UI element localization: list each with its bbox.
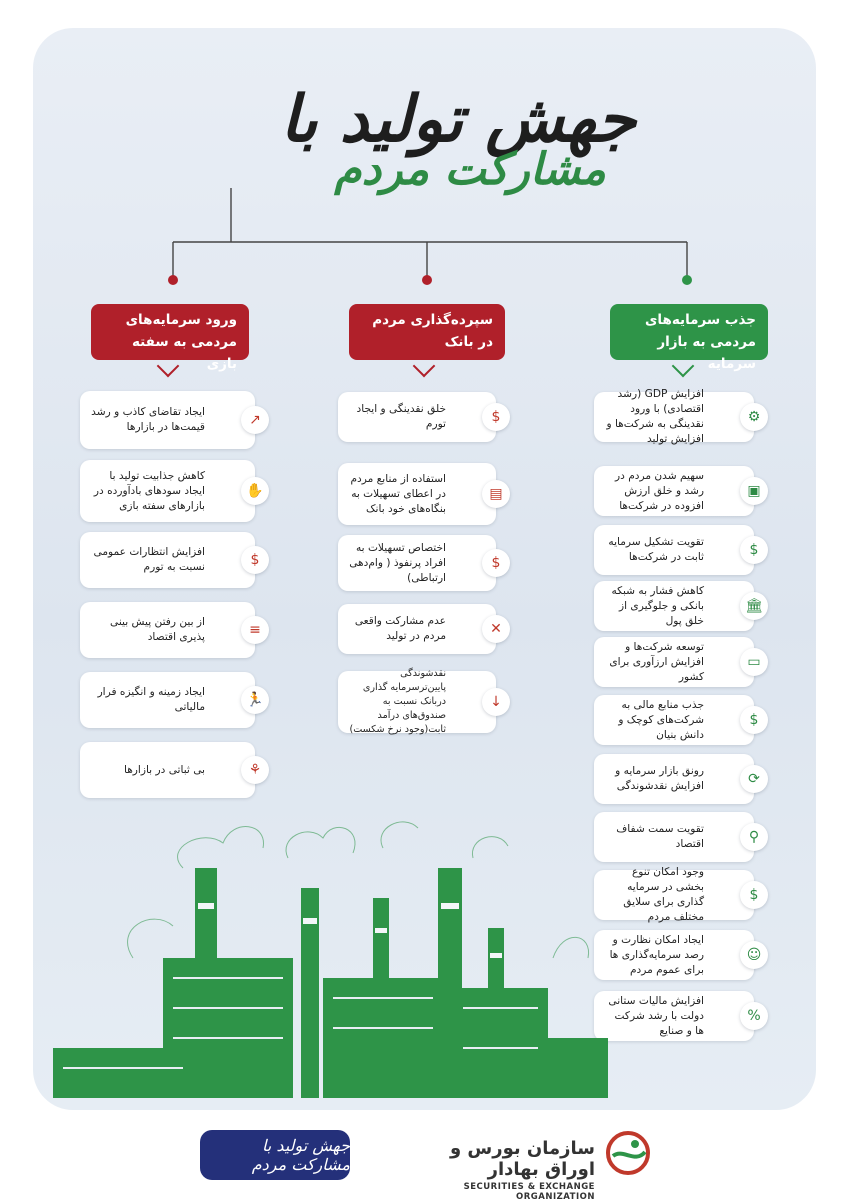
title-block [33, 62, 816, 212]
tax-percent-icon: % [740, 1002, 768, 1030]
item-text: توسعه شرکت‌ها و افزایش ارزآوری برای کشور [609, 640, 704, 683]
factory-illustration [33, 808, 816, 1110]
node-dot-middle [422, 275, 432, 285]
title-line-1: جهش تولید با [280, 82, 636, 157]
price-up-icon: ↗ [241, 406, 269, 434]
handshake-icon: ✋ [241, 477, 269, 505]
hand-coin-icon: $ [740, 706, 768, 734]
item-text: ایجاد امکان نظارت و رصد سرمایه‌گذاری ها برای عموم مردم [609, 933, 704, 976]
item-text: خلق نقدینگی و ایجاد تورم [356, 403, 446, 430]
cross-circle-icon: ✕ [482, 615, 510, 643]
node-dot-left [168, 275, 178, 285]
list-item [338, 392, 501, 442]
bank-icon: 🏛 [740, 592, 768, 620]
item-text: افزایش GDP (رشد اقتصادی) با ورود نقدینگی به شرکت‌ها و افزایش تولید [606, 388, 704, 445]
list-item [338, 463, 503, 525]
item-text: استفاده از منابع مردم در اعطای تسهیلات به بنگاه‌های خود بانک [350, 472, 446, 515]
item-text: ایجاد زمینه و انگیزه فرار مالیاتی [97, 686, 205, 713]
item-text: کاهش فشار به شبکه بانکی و جلوگیری از خلق پول [611, 584, 704, 627]
inflation-bag-icon: $ [241, 546, 269, 574]
header-capital-market: جذب سرمایه‌های مردمی به بازار سرمایه [610, 304, 768, 360]
list-item [80, 391, 261, 449]
factory-coins-icon: ⚙ [740, 403, 768, 431]
list-item [594, 695, 759, 745]
conveyor-icon: ▣ [740, 477, 768, 505]
list-item [594, 525, 759, 575]
item-text: افزایش مالیات ستانی دولت با رشد شرکت ها و صنایع [608, 994, 704, 1037]
item-text: اختصاص تسهیلات به افراد پرنفوذ ( وام‌دهی ارتباطی) [349, 541, 446, 584]
item-text: از بین رفتن پیش بینی پذیری اقتصاد [109, 616, 205, 643]
list-item [80, 742, 262, 798]
running-man-icon: 🏃 [241, 686, 269, 714]
list-item [80, 532, 260, 588]
item-text: وجود امکان تنوع بخشی در سرمایه گذاری برای سلایق مختلف مردم [623, 866, 704, 923]
org-name-en: SECURITIES & EXCHANGE ORGANIZATION [463, 1182, 595, 1202]
list-item [80, 460, 264, 522]
money-bag-icon: $ [740, 536, 768, 564]
item-text: ایجاد تقاضای کاذب و رشد قیمت‌ها در بازارها [91, 406, 205, 433]
list-item [594, 637, 761, 687]
list-item [80, 602, 261, 658]
header-speculation: ورود سرمایه‌های مردمی به سفته بازی [91, 304, 249, 360]
person-money-icon: $ [482, 549, 510, 577]
magnifier-icon: ⚲ [740, 823, 768, 851]
node-dot-right [682, 275, 692, 285]
list-item [338, 668, 502, 735]
card-hand-icon: ▤ [482, 480, 510, 508]
list-item [594, 466, 761, 516]
list-item [338, 535, 501, 591]
list-item [338, 604, 502, 654]
people-icon: ☺ [740, 941, 768, 969]
item-text: تقویت سمت شفاف اقتصاد [616, 823, 704, 850]
dollar-bag-icon: $ [740, 881, 768, 909]
list-item [594, 388, 761, 445]
item-text: افزایش انتظارات عمومی نسبت به تورم [93, 546, 205, 573]
money-down-icon: ↓ [482, 688, 510, 716]
item-text: تقویت تشکیل سرمایه ثابت در شرکت‌ها [608, 536, 704, 563]
list-item [594, 754, 760, 804]
unstable-coin-icon: ⚘ [241, 756, 269, 784]
title-line-2: مشارکت مردم [334, 144, 606, 195]
cash-cycle-icon: ⟳ [740, 765, 768, 793]
campaign-logo: جهش تولید با مشارکت مردم [200, 1130, 350, 1180]
org-name-fa: سازمان بورس و اوراق بهادار [449, 1138, 595, 1180]
header-bank-deposit: سپرده‌گذاری مردم در بانک [349, 304, 505, 360]
list-item [594, 581, 763, 631]
organization-name [395, 1138, 595, 1202]
hand-money-icon: $ [482, 403, 510, 431]
item-text: نقدشوندگی پایین‌ترسرمایه گذاری دربانک نسبت به صندوق‌های درآمد ثابت(وجود نرخ شکست) [349, 668, 446, 735]
item-text: عدم مشارکت واقعی مردم در تولید [354, 615, 446, 642]
list-item [80, 672, 264, 728]
item-text: بی ثباتی در بازارها [123, 763, 205, 776]
coins-stack-icon: ≡ [241, 616, 269, 644]
item-text: سهیم شدن مردم در رشد و خلق ارزش افزوده در شرکت‌ها [615, 469, 704, 512]
item-text: رونق بازار سرمایه و افزایش نقدشوندگی [615, 765, 704, 792]
infographic-card [33, 28, 816, 1110]
item-text: جذب منابع مالی به شرکت‌های کوچک و دانش بنیان [618, 698, 704, 741]
item-text: کاهش جذابیت تولید با ایجاد سودهای بادآورده در بازارهای سفته بازی [93, 469, 205, 512]
seo-logo-icon [605, 1130, 651, 1176]
banknote-icon: ▭ [740, 648, 768, 676]
